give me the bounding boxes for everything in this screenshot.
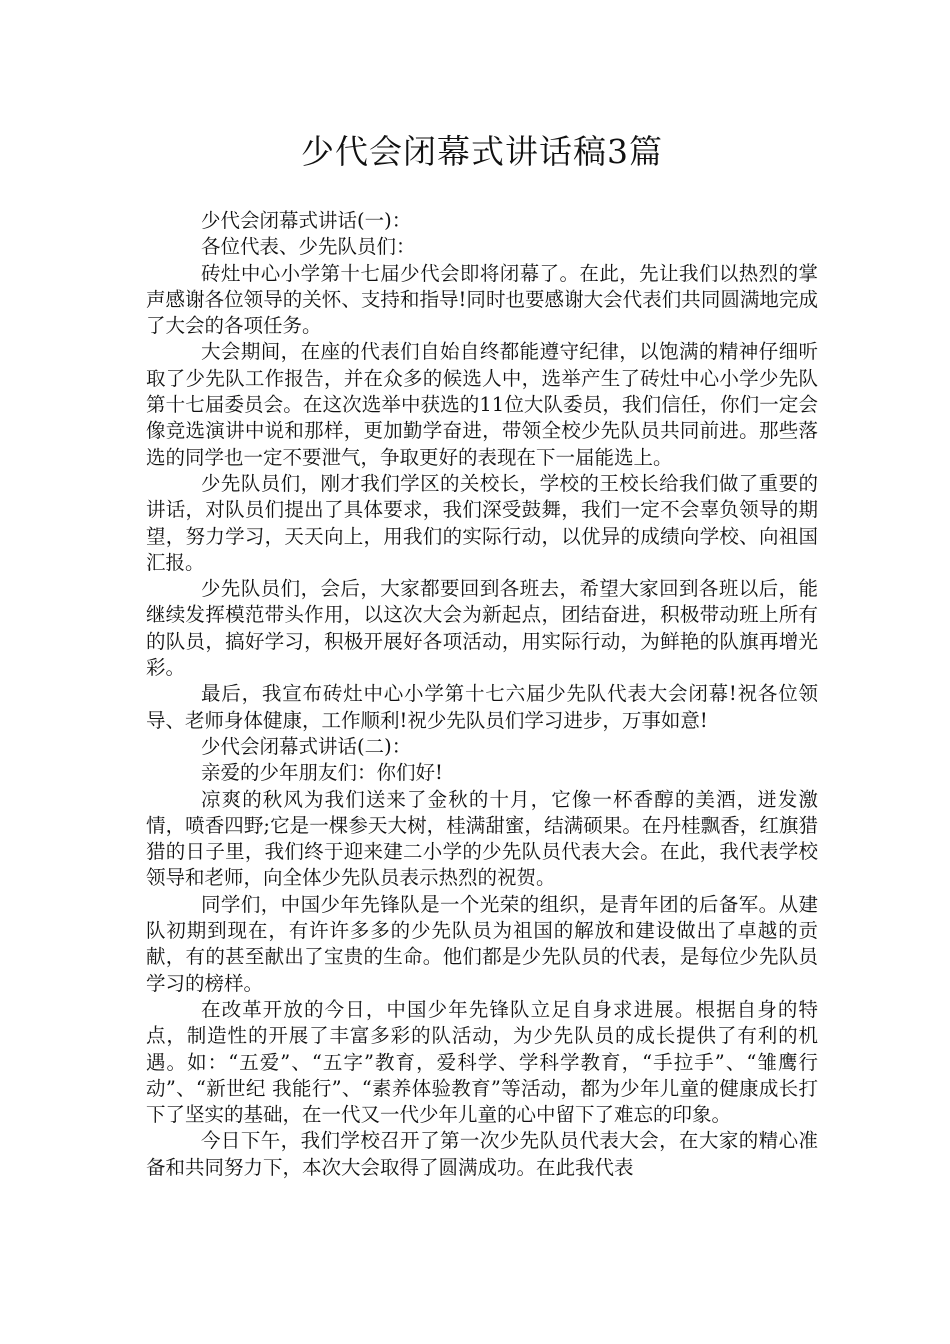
paragraph: 同学们，中国少年先锋队是一个光荣的组织，是青年团的后备军。从建队初期到现在，有许许多多的少先队员为祖国的解放和建设做出了卓越的贡献，有的甚至献出了宝贵的生命。他们都是少先队员的代表，是每位少先队员学习的榜样。 xyxy=(146,892,818,995)
paragraph: 少先队员们，会后，大家都要回到各班去，希望大家回到各班以后，能继续发挥模范带头作用，以这次大会为新起点，团结奋进，积极带动班上所有的队员，搞好学习，积极开展好各项活动，用实际行动，为鲜艳的队旗再增光彩。 xyxy=(146,577,818,680)
paragraph: 最后，我宣布砖灶中心小学第十七六届少先队代表大会闭幕!祝各位领导、老师身体健康，工作顺利!祝少先队员们学习进步，万事如意! xyxy=(146,682,818,732)
paragraph: 砖灶中心小学第十七届少代会即将闭幕了。在此，先让我们以热烈的掌声感谢各位领导的关怀、支持和指导!同时也要感谢大会代表们共同圆满地完成了大会的各项任务。 xyxy=(146,261,818,338)
document-page xyxy=(146,128,818,1181)
paragraph: 少先队员们，刚才我们学区的关校长，学校的王校长给我们做了重要的讲话，对队员们提出了具体要求，我们深受鼓舞，我们一定不会辜负领导的期望，努力学习，天天向上，用我们的实际行动，以优异的成绩向学校、向祖国汇报。 xyxy=(146,471,818,574)
paragraph: 大会期间，在座的代表们自始自终都能遵守纪律，以饱满的精神仔细听取了少先队工作报告，并在众多的候选人中，选举产生了砖灶中心小学少先队第十七届委员会。在这次选举中获选的11位大队委员，我们信任，你们一定会像竞选演讲中说和那样，更加勤学奋进，带领全校少先队员共同前进。那些落选的同学也一定不要泄气，争取更好的表现在下一届能选上。 xyxy=(146,340,818,469)
document-title: 少代会闭幕式讲话稿3篇 xyxy=(301,132,663,171)
paragraph: 亲爱的少年朋友们：你们好! xyxy=(201,761,443,785)
document-body xyxy=(146,208,818,1181)
paragraph: 少代会闭幕式讲话(一)： xyxy=(201,209,412,232)
paragraph: 在改革开放的今日，中国少年先锋队立足自身求进展。根据自身的特点，制造性的开展了丰富多彩的队活动，为少先队员的成长提供了有利的机遇。如：“五爱”、“五字”教育，爱科学、学科学教育，“手拉手”、“雏鹰行动”、“新世纪 我能行”、“素养体验教育”等活动，都为少年儿童的健康成长打下了坚实的基础，在一代又一代少年儿童的心中留下了难忘的印象。 xyxy=(146,997,818,1127)
paragraph: 凉爽的秋风为我们送来了金秋的十月，它像一杯香醇的美酒，迸发激情，喷香四野;它是一棵参天大树，桂满甜蜜，结满硕果。在丹桂飘香，红旗猎猎的日子里，我们终于迎来建二小学的少先队员代表大会。在此，我代表学校领导和老师，向全体少先队员表示热烈的祝贺。 xyxy=(146,787,818,890)
paragraph: 今日下午，我们学校召开了第一次少先队员代表大会，在大家的精心准备和共同努力下，本次大会取得了圆满成功。在此我代表 xyxy=(146,1129,818,1179)
paragraph: 少代会闭幕式讲话(二)： xyxy=(201,734,412,758)
paragraph: 各位代表、少先队员们： xyxy=(201,235,416,259)
